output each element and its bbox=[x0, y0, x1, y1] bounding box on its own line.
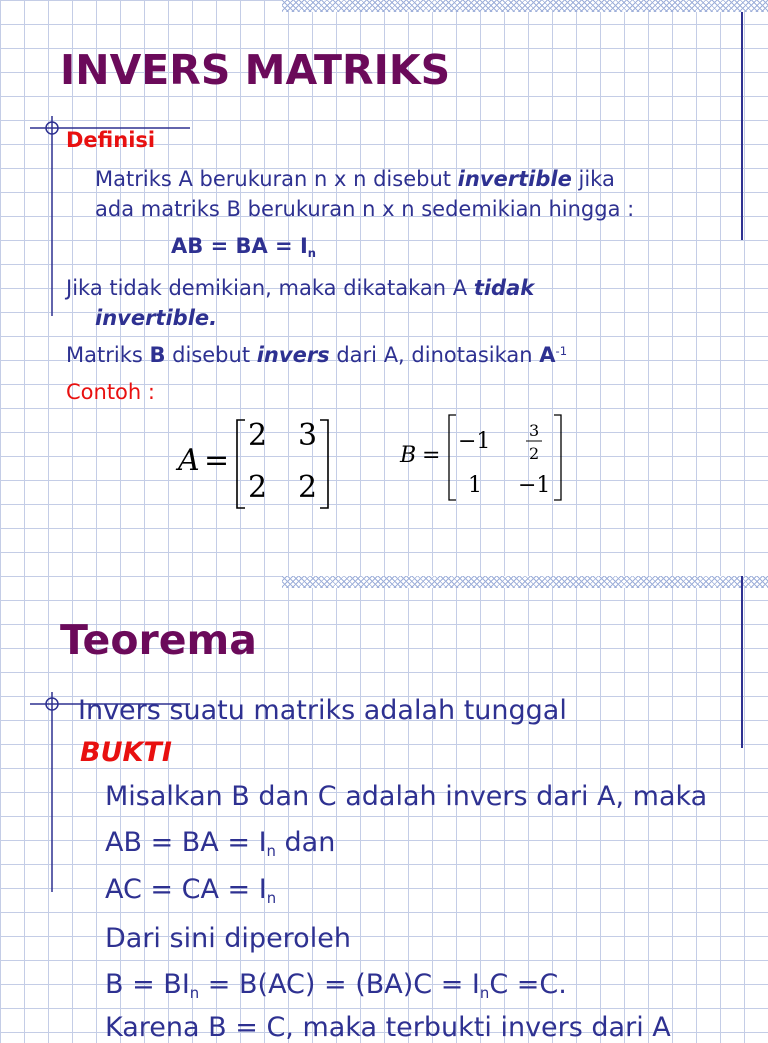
def-text: Matriks A berukuran n x n disebut bbox=[95, 167, 458, 191]
equation-text: AB = BA = I bbox=[171, 234, 308, 258]
notation-text: Matriks bbox=[66, 343, 150, 367]
proof-line-6: Karena B = C, maka terbukti invers dari A bbox=[105, 1012, 671, 1043]
header-hatch-band bbox=[282, 0, 768, 12]
invertible-term-2: invertible. bbox=[95, 306, 218, 330]
matrix-a-symbol: A bbox=[539, 343, 556, 367]
subscript: n bbox=[189, 984, 200, 1003]
right-rule bbox=[741, 12, 743, 240]
proof-line-4: Dari sini diperoleh bbox=[105, 923, 351, 954]
definition-line-2: ada matriks B berukuran n x n sedemikian hingga : bbox=[95, 197, 635, 221]
equals-sign: = bbox=[422, 443, 441, 468]
matrix-a-label: A bbox=[178, 443, 200, 478]
def-text: jika bbox=[571, 167, 615, 191]
theorem-statement: Invers suatu matriks adalah tunggal bbox=[78, 695, 567, 726]
header-hatch-band bbox=[282, 576, 768, 588]
fraction-denominator: 2 bbox=[529, 444, 540, 463]
jika-text: Jika tidak demikian, maka dikatakan A bbox=[66, 276, 474, 300]
matrix-b-cell: −1 bbox=[458, 429, 491, 454]
subscript: n bbox=[266, 889, 277, 908]
proof-text: B = BI bbox=[105, 969, 190, 1000]
matrix-b-label: B bbox=[400, 443, 417, 468]
matrix-a-cell: 2 bbox=[248, 418, 268, 453]
proof-line-1: Misalkan B dan C adalah invers dari A, maka bbox=[105, 781, 708, 812]
contoh-label: Contoh : bbox=[66, 380, 155, 404]
fraction-numerator: 3 bbox=[529, 421, 540, 440]
page-title: INVERS MATRIKS bbox=[60, 46, 451, 94]
matrix-b bbox=[396, 410, 576, 505]
right-bracket bbox=[554, 415, 561, 500]
proof-text: AC = CA = I bbox=[105, 874, 267, 905]
notation-text: dari A, dinotasikan bbox=[329, 343, 540, 367]
teorema-title: Teorema bbox=[60, 616, 257, 664]
subscript: n bbox=[266, 842, 276, 861]
proof-text: AB = BA = I bbox=[105, 827, 267, 858]
proof-text: dan bbox=[275, 827, 336, 858]
main-equation bbox=[171, 234, 317, 261]
proof-line-5 bbox=[105, 969, 567, 1003]
proof-text: = B(AC) = (BA)C = I bbox=[199, 969, 480, 1000]
matrix-b-symbol: B bbox=[149, 343, 166, 367]
definition-line-1 bbox=[95, 169, 615, 190]
left-bracket bbox=[449, 415, 456, 500]
inverse-superscript: -1 bbox=[555, 344, 568, 359]
subscript: n bbox=[479, 984, 490, 1003]
equals-sign: = bbox=[204, 443, 230, 478]
definisi-label: Definisi bbox=[66, 128, 156, 152]
matrix-a-cell: 2 bbox=[298, 470, 318, 505]
matrix-a bbox=[170, 410, 345, 512]
proof-text: C =C. bbox=[489, 969, 567, 1000]
matrix-b-cell: −1 bbox=[518, 473, 551, 498]
equation-subscript: n bbox=[307, 246, 317, 261]
tidak-term: tidak bbox=[473, 276, 535, 300]
bukti-label: BUKTI bbox=[80, 737, 172, 768]
left-bracket bbox=[237, 420, 245, 508]
slide-invers-matriks bbox=[0, 0, 768, 512]
matrix-b-cell: 1 bbox=[468, 473, 482, 498]
invers-notation-line bbox=[66, 345, 567, 366]
invertible-term: invertible bbox=[457, 167, 572, 191]
invers-term: invers bbox=[256, 343, 330, 367]
matrix-a-cell: 3 bbox=[298, 418, 318, 453]
right-rule bbox=[741, 576, 743, 748]
notation-text: disebut bbox=[165, 343, 257, 367]
proof-line-2 bbox=[105, 827, 336, 861]
proof-line-3 bbox=[105, 874, 277, 908]
right-bracket bbox=[320, 420, 328, 508]
non-invertible-line bbox=[66, 278, 534, 299]
matrix-a-cell: 2 bbox=[248, 470, 268, 505]
